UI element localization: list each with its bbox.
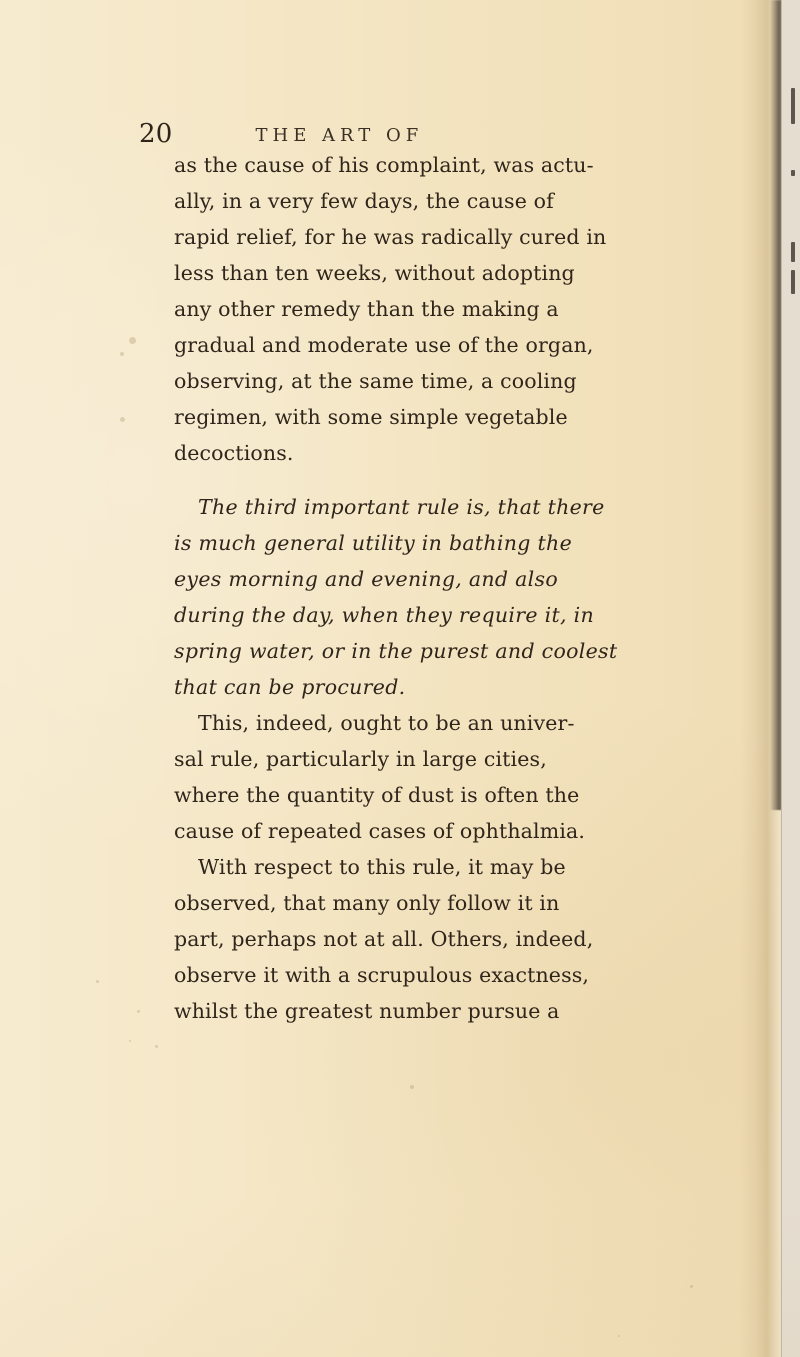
- text-line: ally, in a very few days, the cause of: [174, 189, 554, 213]
- text-line: With respect to this rule, it may be: [198, 855, 566, 879]
- paper-speckle: [96, 980, 99, 983]
- italic-text-line: spring water, or in the purest and coolest: [174, 639, 618, 663]
- paper-speckle: [129, 337, 136, 344]
- paper-bottom-shade: [0, 1197, 800, 1357]
- page-number: 20: [139, 119, 173, 149]
- paragraph-1: [174, 147, 734, 471]
- edge-mark: [791, 170, 795, 176]
- edge-mark: [791, 242, 795, 262]
- italic-text-line: is much general utility in bathing the: [174, 531, 572, 555]
- text-line: part, perhaps not at all. Others, indeed,: [174, 927, 594, 951]
- text-line: where the quantity of dust is often the: [174, 783, 580, 807]
- italic-text-line: The third important rule is, that there: [198, 495, 605, 519]
- edge-mark: [791, 270, 795, 294]
- paragraph-2-rule: [174, 489, 734, 705]
- text-line: any other remedy than the making a: [174, 297, 559, 321]
- running-head: THE ART OF: [255, 125, 424, 146]
- text-line: observe it with a scrupulous exactness,: [174, 963, 590, 987]
- text-line: cause of repeated cases of ophthalmia.: [174, 819, 586, 843]
- paragraph-3: [174, 705, 734, 849]
- italic-text-line: that can be procured.: [174, 675, 406, 699]
- italic-text-line: eyes morning and evening, and also: [174, 567, 558, 591]
- italic-text-line: during the day, when they require it, in: [174, 603, 594, 627]
- text-line: regimen, with some simple vegetable: [174, 405, 568, 429]
- paper-speckle: [120, 417, 125, 422]
- paper-speckle: [129, 1040, 131, 1042]
- text-line: This, indeed, ought to be an univer-: [198, 711, 575, 735]
- text-line: less than ten weeks, without adopting: [174, 261, 575, 285]
- paragraph-4: [174, 849, 734, 1029]
- text-line: decoctions.: [174, 441, 294, 465]
- paper-speckle: [155, 1045, 158, 1048]
- text-line: rapid relief, for he was radically cured in: [174, 225, 607, 249]
- paper-speckle: [410, 1085, 414, 1089]
- paper-speckle: [120, 352, 124, 356]
- paragraph-spacer: [174, 471, 734, 489]
- edge-mark: [791, 88, 795, 124]
- text-line: whilst the greatest number pursue a: [174, 999, 560, 1023]
- text-line: observing, at the same time, a cooling: [174, 369, 577, 393]
- adjacent-page-edge: [781, 0, 800, 1357]
- text-line: gradual and moderate use of the organ,: [174, 333, 594, 357]
- text-line: sal rule, particularly in large cities,: [174, 747, 547, 771]
- paper-speckle: [137, 1010, 140, 1013]
- text-line: as the cause of his complaint, was actu-: [174, 153, 594, 177]
- text-line: observed, that many only follow it in: [174, 891, 560, 915]
- page-header: [139, 106, 723, 149]
- main-text-block: [174, 147, 734, 1029]
